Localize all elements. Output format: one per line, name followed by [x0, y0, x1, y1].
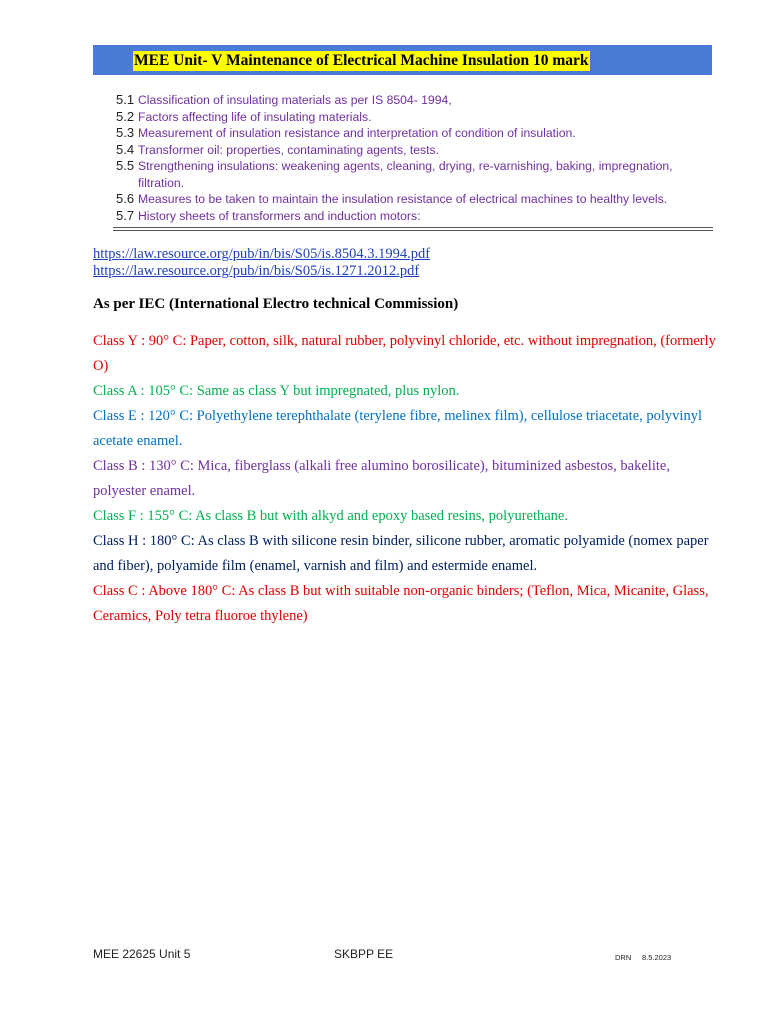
section-heading: As per IEC (International Electro technical Commission) — [93, 296, 459, 312]
class-h-item: Class H : 180° C: As class B with silicone resin binder, silicone rubber, aromatic polyamide (nomex paper and fiber), polyamide film (enamel, varnish and film) and estermide enamel. — [93, 533, 709, 574]
topic-item — [116, 125, 716, 142]
insulation-class-list — [93, 329, 718, 629]
class-c-item: Class C : Above 180° C: As class B but with suitable non-organic binders; (Teflon, Mica, Micanite, Glass, Ceramics, Poly tetra fluoroe thylene) — [93, 583, 709, 624]
topic-item — [116, 208, 716, 225]
footer-institute: SKBPP EE — [334, 947, 394, 961]
topic-number: 5.2 — [116, 108, 135, 124]
topic-number: 5.6 — [116, 191, 135, 206]
topic-number: 5.5 — [116, 158, 135, 173]
topic-text: Classification of insulating materials as per IS 8504- 1994, — [138, 93, 452, 107]
topic-item — [116, 109, 716, 126]
topic-text: History sheets of transformers and induction motors: — [138, 208, 421, 223]
topic-item — [116, 191, 716, 208]
topic-number: 5.3 — [116, 125, 135, 140]
class-y-item: Class Y : 90° C: Paper, cotton, silk, natural rubber, polyvinyl chloride, etc. without impregnation, (formerly O) — [93, 333, 716, 374]
class-a-item: Class A : 105° C: Same as class Y but impregnated, plus nylon. — [93, 383, 460, 399]
class-b-item: Class B : 130° C: Mica, fiberglass (alkali free alumino borosilicate), bituminized asbestos, bakelite, polyester enamel. — [93, 458, 670, 499]
class-f-item: Class F : 155° C: As class B but with alkyd and epoxy based resins, polyurethane. — [93, 508, 568, 524]
topic-text: Strengthening insulations: weakening agents, cleaning, drying, re-varnishing, baking, impregnation, filtration. — [138, 159, 673, 190]
topic-text: Measurement of insulation resistance and interpretation of condition of insulation. — [138, 126, 576, 140]
topic-text: Factors affecting life of insulating materials. — [138, 109, 372, 124]
class-e-item: Class E : 120° C: Polyethylene terephthalate (terylene fibre, melinex film), cellulose triacetate, polyvinyl acetate enamel. — [93, 408, 702, 449]
topic-number: 5.4 — [116, 141, 135, 157]
topic-list — [116, 92, 716, 224]
footer-course-code: MEE 22625 Unit 5 — [93, 947, 191, 961]
reference-links — [93, 246, 430, 280]
divider — [113, 230, 713, 231]
divider — [113, 227, 713, 228]
topic-number: 5.7 — [116, 207, 135, 223]
topic-text: Measures to be taken to maintain the insulation resistance of electrical machines to healthy levels. — [138, 192, 668, 206]
topic-item — [116, 158, 716, 191]
topic-text: Transformer oil: properties, contaminating agents, tests. — [138, 142, 439, 157]
footer-author: DRN — [615, 953, 632, 962]
footer-date: 8.5.2023 — [642, 953, 672, 962]
topic-item — [116, 92, 716, 109]
reference-link-is1271[interactable]: https://law.resource.org/pub/in/bis/S05/is.1271.2012.pdf — [93, 263, 420, 279]
reference-link-is8504[interactable]: https://law.resource.org/pub/in/bis/S05/is.8504.3.1994.pdf — [93, 246, 431, 262]
topic-item — [116, 142, 716, 159]
page-title: MEE Unit- V Maintenance of Electrical Machine Insulation 10 mark — [134, 52, 589, 69]
topic-number: 5.1 — [116, 92, 135, 107]
